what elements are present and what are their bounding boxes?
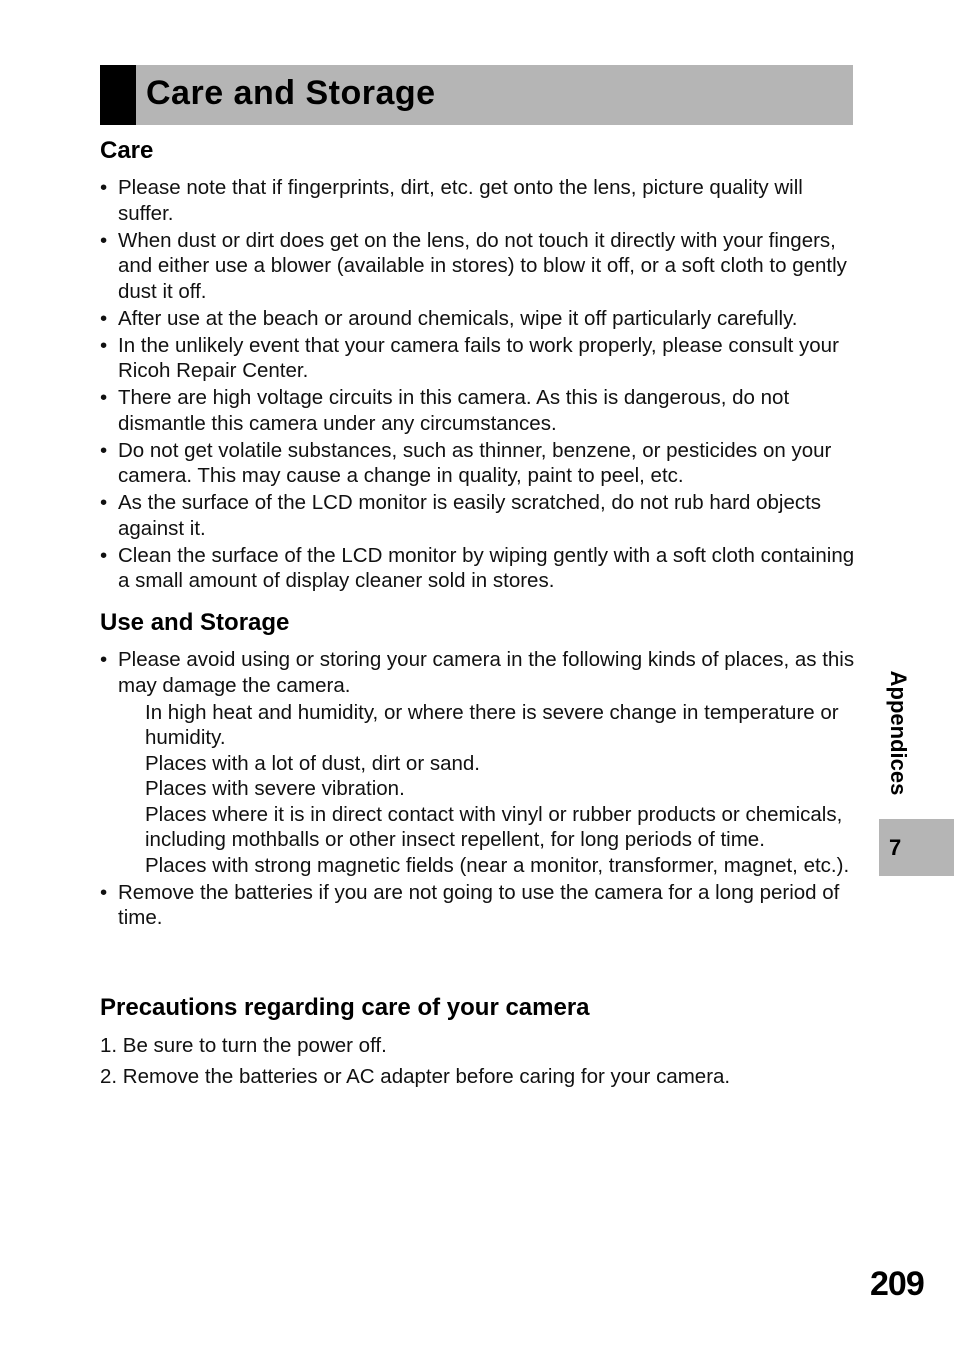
bullet-icon: • xyxy=(100,386,108,409)
chapter-side-label: Appendices xyxy=(886,670,911,796)
list-item-text: There are high voltage circuits in this camera. As this is dangerous, do not dismantle this camera under any circumstances. xyxy=(118,386,790,435)
list-item-text: After use at the beach or around chemicals, wipe it off particularly carefully. xyxy=(118,306,798,330)
list-item xyxy=(100,543,860,594)
page-number: 209 xyxy=(870,1265,924,1303)
list-item-text: Clean the surface of the LCD monitor by wiping gently with a soft cloth containing a small amount of display cleaner sold in stores. xyxy=(118,543,855,592)
list-item-text: When dust or dirt does get on the lens, do not touch it directly with your fingers, and either use a blower (available in stores) to blow it off, or a soft cloth to gently dust it off. xyxy=(118,228,847,303)
list-item xyxy=(100,438,860,489)
place-item: Places with severe vibration. xyxy=(145,777,405,800)
section-heading-use-storage: Use and Storage xyxy=(100,609,290,636)
title-marker-block xyxy=(100,65,136,125)
place-item: Places with a lot of dust, dirt or sand. xyxy=(145,751,480,775)
bullet-icon: • xyxy=(100,648,108,671)
bullet-icon: • xyxy=(100,228,108,252)
bullet-icon: • xyxy=(100,880,108,904)
place-item: In high heat and humidity, or where there is severe change in temperature or humidity. xyxy=(145,700,839,749)
bullet-icon: • xyxy=(100,491,108,514)
list-item-text: Please avoid using or storing your camera in the following kinds of places, as this may damage the camera. xyxy=(118,648,855,697)
list-item xyxy=(100,385,860,436)
list-item-text: Do not get volatile substances, such as thinner, benzene, or pesticides on your camera. This may cause a change in quality, paint to peel, etc. xyxy=(118,438,832,487)
list-item xyxy=(100,175,860,226)
bullet-icon: • xyxy=(100,438,108,462)
list-item-text: As the surface of the LCD monitor is easily scratched, do not rub hard objects against it. xyxy=(118,491,822,540)
list-item-text: In the unlikely event that your camera fails to work properly, please consult your Ricoh Repair Center. xyxy=(118,333,839,382)
place-item: Places with strong magnetic fields (near a monitor, transformer, magnet, etc.). xyxy=(145,853,850,877)
list-item xyxy=(100,880,860,931)
place-item: Places where it is in direct contact with vinyl or rubber products or chemicals, including mothballs or other insect repellent, for long periods of time. xyxy=(145,802,843,851)
list-item-text: Please note that if fingerprints, dirt, etc. get onto the lens, picture quality will suffer. xyxy=(118,176,803,225)
page-title: Care and Storage xyxy=(146,74,436,112)
bullet-icon: • xyxy=(100,306,108,330)
list-item xyxy=(100,333,860,384)
list-item-text: Remove the batteries if you are not going to use the camera for a long period of time. xyxy=(118,880,840,929)
numbered-step: 2. Remove the batteries or AC adapter before caring for your camera. xyxy=(100,1064,731,1088)
places-list xyxy=(145,700,860,879)
section-heading-care: Care xyxy=(100,137,154,164)
chapter-tab xyxy=(879,819,954,876)
bullet-icon: • xyxy=(100,333,108,357)
precautions-steps xyxy=(100,1033,860,1094)
section-heading-precautions: Precautions regarding care of your camera xyxy=(100,994,590,1021)
chapter-number: 7 xyxy=(889,835,902,860)
list-item xyxy=(100,647,860,878)
list-item xyxy=(100,306,860,332)
list-item xyxy=(100,490,860,541)
list-item xyxy=(100,228,860,305)
page-title-bar xyxy=(100,65,853,125)
bullet-icon: • xyxy=(100,543,108,567)
numbered-step: 1. Be sure to turn the power off. xyxy=(100,1034,387,1057)
bullet-icon: • xyxy=(100,176,108,199)
use-storage-list xyxy=(100,647,860,932)
care-list xyxy=(100,175,860,595)
